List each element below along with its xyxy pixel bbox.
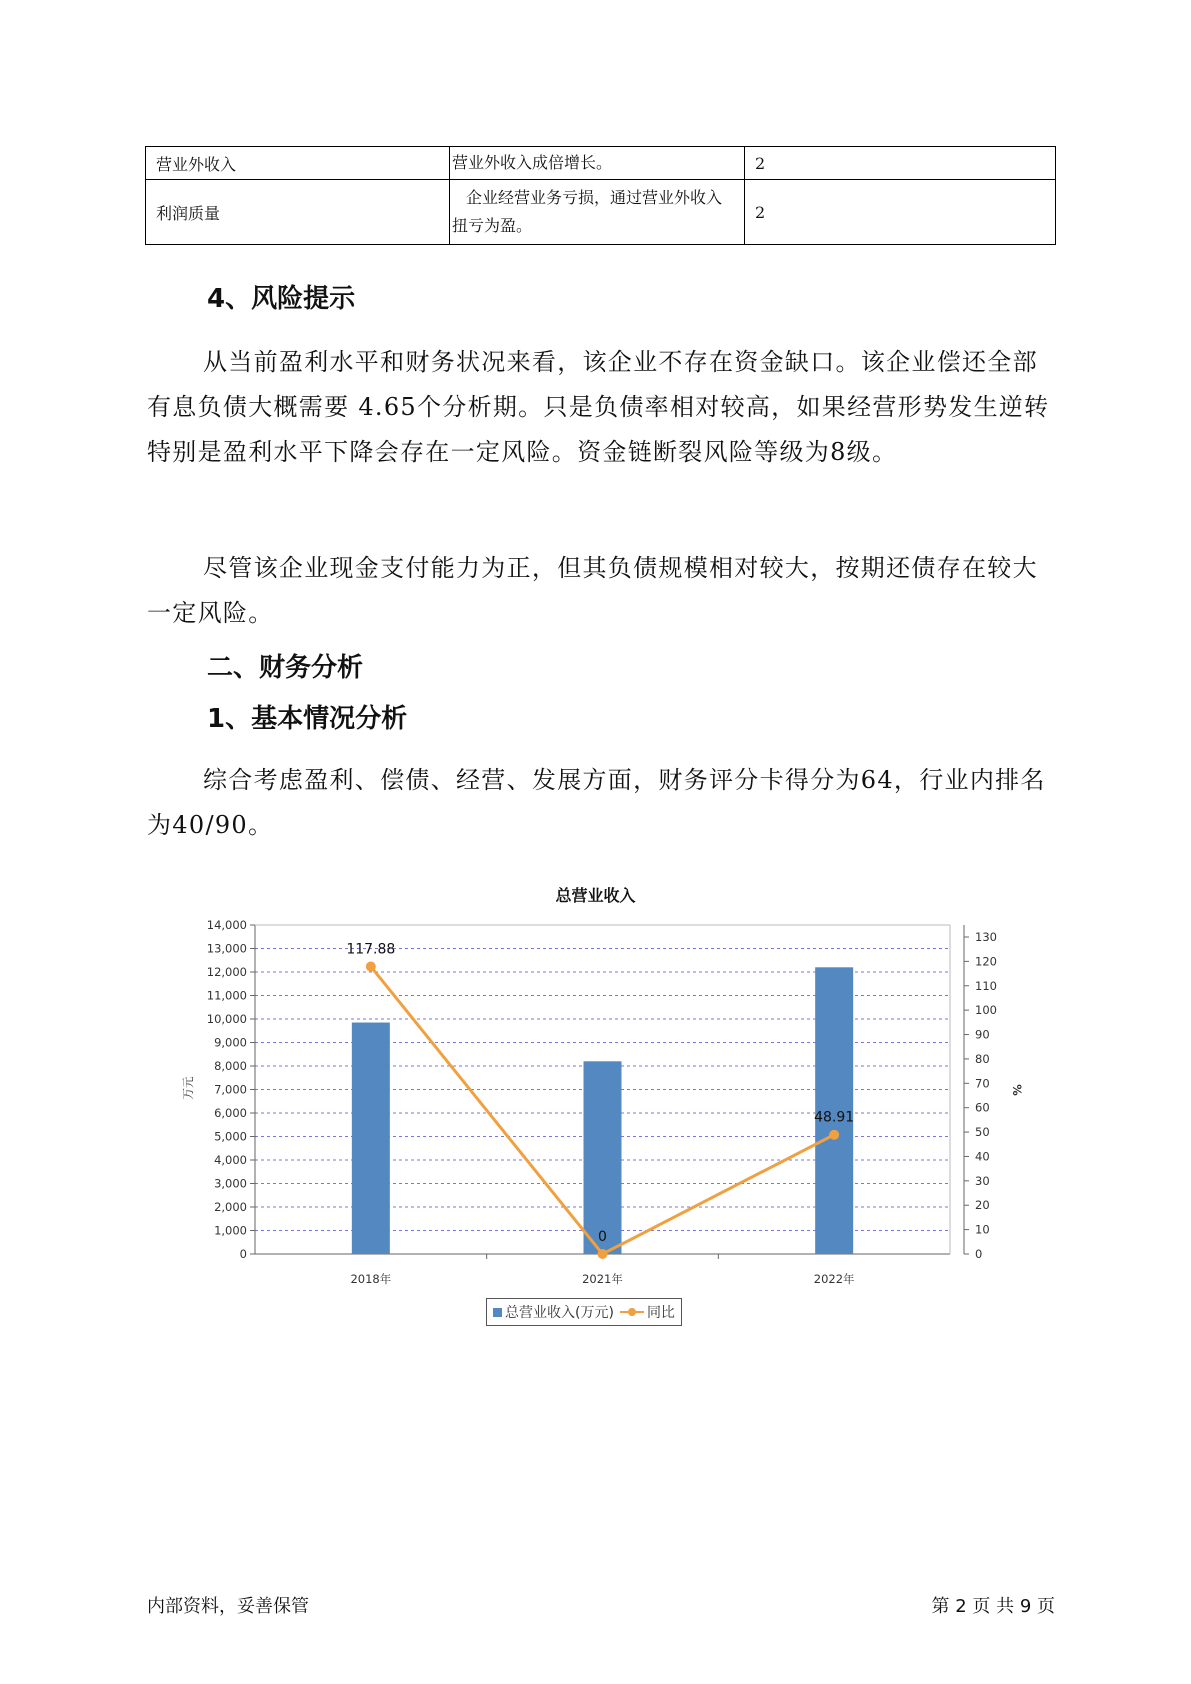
y-tick-label: 12,000 — [206, 965, 247, 979]
bar — [352, 1023, 390, 1254]
y-axis-title: 万元 — [181, 1076, 195, 1100]
y2-tick-label: 50 — [975, 1125, 990, 1140]
y2-tick-label: 130 — [975, 930, 997, 944]
y-tick-label: 6,000 — [214, 1106, 247, 1120]
legend-bar-swatch — [493, 1308, 502, 1317]
legend-item-line — [620, 1302, 675, 1322]
data-label: 48.91 — [814, 1109, 855, 1126]
y2-tick-label: 90 — [975, 1027, 990, 1042]
table-cell-score: 2 — [745, 147, 1056, 180]
y-tick-label: 2,000 — [214, 1200, 247, 1214]
bar — [584, 1061, 622, 1254]
y2-tick-label: 80 — [975, 1051, 990, 1066]
table-cell-item: 营业外收入 — [146, 147, 450, 180]
data-label: 117.88 — [346, 941, 396, 958]
y2-tick-label: 40 — [975, 1149, 990, 1164]
y-tick-label: 14,000 — [206, 918, 247, 932]
yoy-point — [366, 962, 376, 972]
y2-tick-label: 110 — [975, 978, 997, 993]
risk-paragraph-2: 尽管该企业现金支付能力为正，但其负债规模相对较大，按期还债存在较大一定风险。 — [147, 554, 1038, 627]
y-tick-label: 13,000 — [206, 941, 247, 956]
y-tick-label: 5,000 — [214, 1129, 247, 1144]
legend-bar-label: 总营业收入(万元) — [505, 1305, 614, 1321]
y2-tick-label: 120 — [975, 954, 997, 969]
table-cell-desc: 营业外收入成倍增长。 — [450, 147, 745, 180]
y2-tick-label: 30 — [975, 1173, 990, 1188]
chart-legend — [486, 1298, 682, 1326]
finance-heading: 二、财务分析 — [207, 653, 364, 683]
risk-heading: 4、风险提示 — [207, 284, 356, 314]
yoy-point — [829, 1130, 839, 1140]
x-tick-label: 2021年 — [582, 1272, 623, 1286]
y2-tick-label: 100 — [975, 1003, 997, 1018]
y2-tick-label: 0 — [975, 1247, 983, 1261]
y-tick-label: 0 — [239, 1247, 247, 1261]
y-tick-label: 9,000 — [214, 1035, 247, 1050]
y2-axis-title: % — [1010, 1084, 1024, 1096]
x-tick-label: 2022年 — [813, 1272, 855, 1286]
basic-analysis-heading: 1、基本情况分析 — [207, 704, 408, 734]
y-tick-label: 1,000 — [214, 1223, 247, 1238]
y-tick-label: 10,000 — [206, 1012, 247, 1026]
risk-paragraph-1: 从当前盈利水平和财务状况来看，该企业不存在资金缺口。该企业偿还全部有息负债大概需要 4.65个分析期。只是负债率相对较高，如果经营形势发生逆转特别是盈利水平下降会存在一定风险。资金链断裂风险等级为8级。 — [147, 348, 1050, 466]
y2-tick-label: 70 — [975, 1076, 990, 1091]
data-label: 0 — [598, 1229, 607, 1245]
y-tick-label: 7,000 — [214, 1082, 247, 1097]
y-tick-label: 11,000 — [206, 988, 247, 1003]
chart-title: 总营业收入 — [555, 886, 636, 905]
y2-tick-label: 60 — [975, 1100, 990, 1115]
y2-tick-label: 10 — [975, 1222, 990, 1237]
footer-page-number: 第 2 页 共 9 页 — [931, 1596, 1055, 1617]
yoy-point — [598, 1249, 608, 1259]
table-cell-score: 2 — [745, 180, 1056, 245]
y-tick-label: 8,000 — [214, 1059, 247, 1073]
y2-tick-label: 20 — [975, 1198, 990, 1213]
table-cell-item: 利润质量 — [146, 180, 450, 245]
legend-item-bar — [493, 1302, 614, 1322]
legend-line-swatch — [620, 1307, 644, 1317]
footer-confidential: 内部资料，妥善保管 — [147, 1596, 309, 1617]
y-tick-label: 4,000 — [214, 1153, 247, 1167]
y-tick-label: 3,000 — [214, 1176, 247, 1191]
table-cell-desc: 企业经营业务亏损，通过营业外收入扭亏为盈。 — [450, 180, 745, 245]
x-tick-label: 2018年 — [350, 1272, 392, 1286]
legend-line-label: 同比 — [646, 1305, 675, 1321]
basic-analysis-paragraph: 综合考虑盈利、偿债、经营、发展方面，财务评分卡得分为64，行业内排名为40/90。 — [147, 766, 1046, 839]
